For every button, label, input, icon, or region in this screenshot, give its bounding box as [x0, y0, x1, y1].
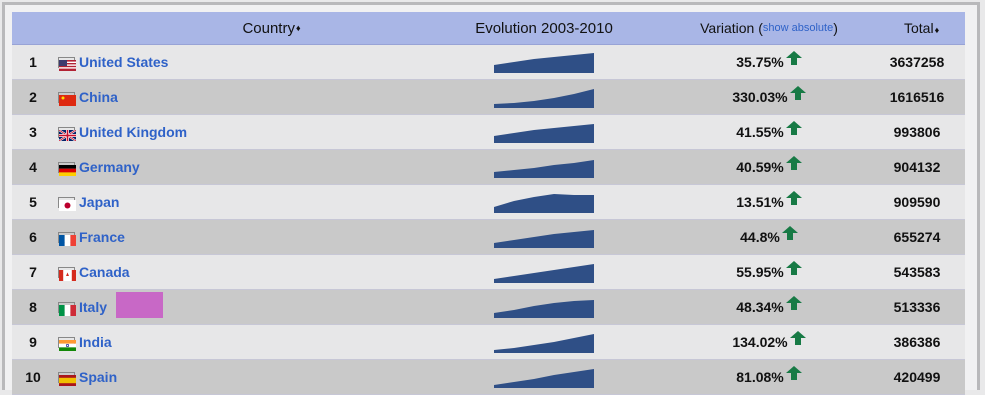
sparkline-chart [494, 121, 594, 143]
table-row [12, 115, 965, 150]
evolution-header [419, 20, 669, 37]
variation-cell [669, 89, 869, 106]
rank-cell: 6 [29, 229, 37, 245]
table-row [12, 80, 965, 115]
arrow-up-icon [786, 296, 802, 313]
rank-cell: 3 [29, 124, 37, 140]
redaction-box [116, 292, 163, 318]
us-flag-icon [58, 57, 75, 68]
rank-cell: 2 [29, 89, 37, 105]
variation-value: 330.03% [732, 89, 788, 105]
sort-icon[interactable]: ♦ [295, 23, 301, 33]
country-stats-table [12, 12, 965, 395]
variation-cell [669, 299, 869, 316]
total-cell: 655274 [893, 229, 941, 245]
total-header[interactable] [869, 20, 965, 36]
total-cell: 513336 [893, 299, 941, 315]
variation-value: 35.75% [736, 54, 784, 70]
table-row [12, 45, 965, 80]
variation-value: 40.59% [736, 159, 784, 175]
country-cell [54, 299, 419, 315]
variation-value: 134.02% [732, 334, 788, 350]
variation-cell [669, 54, 869, 71]
variation-cell [669, 264, 869, 281]
country-header[interactable] [54, 20, 419, 37]
arrow-up-icon [786, 121, 802, 138]
country-cell [54, 89, 419, 105]
table-row [12, 185, 965, 220]
evolution-cell [419, 366, 669, 388]
evolution-cell [419, 191, 669, 213]
country-link[interactable]: Japan [79, 194, 120, 210]
jp-flag-icon [58, 197, 75, 208]
variation-value: 41.55% [736, 124, 784, 140]
total-cell: 3637258 [889, 54, 945, 70]
variation-cell [669, 229, 869, 246]
total-cell: 543583 [893, 264, 941, 280]
evolution-cell [419, 121, 669, 143]
country-cell [54, 334, 419, 350]
ca-flag-icon [58, 267, 75, 278]
sparkline-chart [494, 331, 594, 353]
de-flag-icon [58, 162, 75, 173]
variation-header-close: ) [833, 20, 838, 36]
total-cell: 420499 [893, 369, 941, 385]
sparkline-chart [494, 51, 594, 73]
rank-cell: 9 [29, 334, 37, 350]
variation-header-label: Variation ( [700, 20, 763, 36]
it-flag-icon [58, 302, 75, 313]
variation-value: 13.51% [736, 194, 784, 210]
arrow-up-icon [786, 261, 802, 278]
country-header-label[interactable]: Country [242, 19, 295, 37]
total-cell: 993806 [893, 124, 941, 140]
cn-flag-icon [58, 92, 75, 103]
evolution-cell [419, 156, 669, 178]
country-link[interactable]: United States [79, 54, 169, 70]
country-link[interactable]: United Kingdom [79, 124, 188, 140]
table-row [12, 150, 965, 185]
sparkline-chart [494, 226, 594, 248]
country-cell [54, 54, 419, 70]
rank-cell: 10 [25, 369, 41, 385]
rank-cell: 4 [29, 159, 37, 175]
arrow-up-icon [790, 331, 806, 348]
evolution-cell [419, 331, 669, 353]
sparkline-chart [494, 296, 594, 318]
country-link[interactable]: Canada [79, 264, 130, 280]
rank-cell: 5 [29, 194, 37, 210]
uk-flag-icon [58, 127, 75, 138]
table-row [12, 325, 965, 360]
variation-value: 48.34% [736, 299, 784, 315]
variation-cell [669, 334, 869, 351]
variation-cell [669, 159, 869, 176]
sparkline-chart [494, 156, 594, 178]
evolution-cell [419, 226, 669, 248]
table-row [12, 255, 965, 290]
country-link[interactable]: Spain [79, 369, 118, 385]
evolution-cell [419, 51, 669, 73]
country-cell [54, 194, 419, 210]
arrow-up-icon [782, 226, 798, 243]
total-cell: 386386 [893, 334, 941, 350]
table-row [12, 220, 965, 255]
sort-icon[interactable]: ♦ [934, 25, 940, 35]
sparkline-chart [494, 191, 594, 213]
country-cell [54, 369, 419, 385]
total-cell: 909590 [893, 194, 941, 210]
country-link[interactable]: Italy [79, 299, 108, 315]
country-link[interactable]: France [79, 229, 125, 245]
variation-cell [669, 124, 869, 141]
evolution-header-label: Evolution 2003-2010 [475, 19, 613, 37]
country-cell [54, 264, 419, 280]
es-flag-icon [58, 372, 75, 383]
variation-cell [669, 369, 869, 386]
arrow-up-icon [786, 191, 802, 208]
total-cell: 904132 [893, 159, 941, 175]
variation-value: 44.8% [740, 229, 780, 245]
in-flag-icon [58, 337, 75, 348]
fr-flag-icon [58, 232, 75, 243]
evolution-cell [419, 261, 669, 283]
variation-header [669, 20, 869, 36]
country-link[interactable]: Germany [79, 159, 140, 175]
country-cell [54, 124, 419, 140]
total-header-label[interactable]: Total [904, 20, 934, 36]
sparkline-chart [494, 366, 594, 388]
table-header [12, 12, 965, 45]
rank-cell: 7 [29, 264, 37, 280]
show-absolute-link[interactable]: show absolute [762, 22, 834, 34]
variation-value: 81.08% [736, 369, 784, 385]
sparkline-chart [494, 261, 594, 283]
sparkline-chart [494, 86, 594, 108]
country-cell [54, 159, 419, 175]
variation-value: 55.95% [736, 264, 784, 280]
evolution-cell [419, 296, 669, 318]
evolution-cell [419, 86, 669, 108]
country-link[interactable]: India [79, 334, 112, 350]
total-cell: 1616516 [889, 89, 945, 105]
arrow-up-icon [786, 366, 802, 383]
country-link[interactable]: China [79, 89, 118, 105]
arrow-up-icon [790, 86, 806, 103]
arrow-up-icon [786, 156, 802, 173]
country-cell [54, 229, 419, 245]
rank-cell: 8 [29, 299, 37, 315]
variation-cell [669, 194, 869, 211]
rank-cell: 1 [29, 54, 37, 70]
arrow-up-icon [786, 51, 802, 68]
